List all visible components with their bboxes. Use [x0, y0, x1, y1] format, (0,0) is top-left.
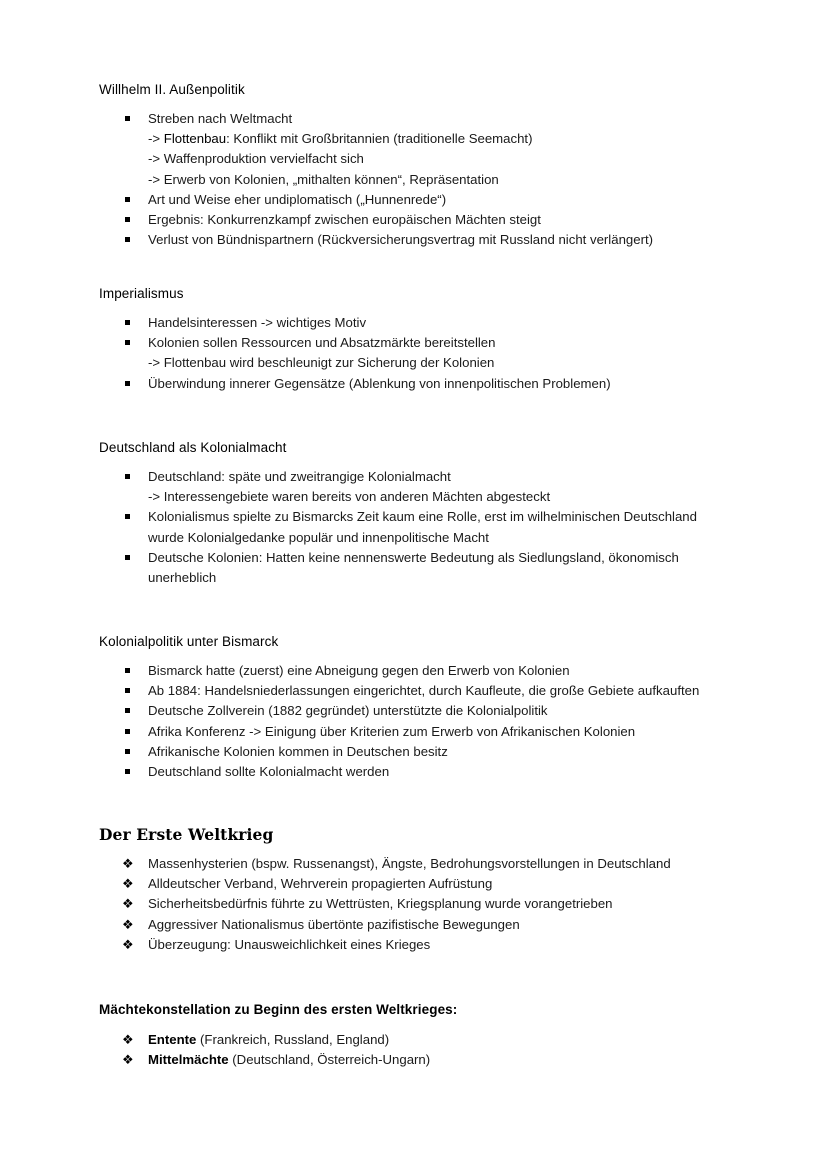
arrow-prefix: ->	[148, 131, 164, 147]
item-subline	[148, 129, 799, 149]
square-bullet-icon	[125, 749, 130, 754]
square-bullet-icon	[125, 197, 130, 202]
item-text: Deutsche Kolonien: Hatten keine nennenswerte Bedeutung als Siedlungsland, ökonomisch	[148, 549, 679, 565]
section-title: Kolonialpolitik unter Bismarck	[99, 634, 279, 649]
item-text: Überwindung innerer Gegensätze (Ablenkung von innenpolitischen Problemen)	[148, 375, 611, 391]
diamond-bullet-icon: ❖	[122, 936, 134, 952]
list-item	[99, 722, 799, 742]
bullet-list	[99, 467, 799, 588]
keyword-mittelmaechte: Mittelmächte	[148, 1052, 229, 1068]
item-text: Afrika Konferenz -> Einigung über Kriterien zum Erwerb von Afrikanischen Kolonien	[148, 723, 636, 739]
list-item	[99, 190, 799, 210]
item-subline: -> Flottenbau wird beschleunigt zur Sicherung der Kolonien	[148, 355, 495, 371]
section-imperialismus	[99, 284, 799, 394]
item-text: Afrikanische Kolonien kommen in Deutschen besitz	[148, 743, 448, 759]
bullet-list	[99, 661, 799, 782]
list-item	[99, 1050, 799, 1070]
item-text: (Deutschland, Österreich-Ungarn)	[228, 1052, 431, 1068]
list-item	[99, 894, 799, 914]
square-bullet-icon	[125, 688, 130, 693]
square-bullet-icon	[125, 116, 130, 121]
section-title: Deutschland als Kolonialmacht	[99, 440, 287, 455]
square-bullet-icon	[125, 769, 130, 774]
list-item	[99, 467, 799, 507]
list-item	[99, 374, 799, 394]
section-weltkrieg	[99, 824, 799, 955]
list-item	[99, 874, 799, 894]
section-title: Willhelm II. Außenpolitik	[99, 82, 245, 97]
section-title: Imperialismus	[99, 286, 184, 301]
item-subline: -> Erwerb von Kolonien, „mithalten können“, Repräsentation	[148, 171, 499, 187]
square-bullet-icon	[125, 514, 130, 519]
item-subline: unerheblich	[148, 570, 217, 586]
list-item	[99, 507, 799, 547]
subline-rest: : Konflikt mit Großbritannien (traditionelle Seemacht)	[226, 131, 533, 147]
item-text: Kolonien sollen Ressourcen und Absatzmärkte bereitstellen	[148, 335, 496, 351]
item-text: Deutsche Zollverein (1882 gegründet) unterstützte die Kolonialpolitik	[148, 703, 548, 719]
section-kolonialmacht	[99, 438, 799, 588]
item-subline: -> Interessengebiete waren bereits von anderen Mächten abgesteckt	[148, 489, 551, 505]
diamond-bullet-icon: ❖	[122, 896, 134, 912]
list-item	[99, 681, 799, 701]
square-bullet-icon	[125, 320, 130, 325]
square-bullet-icon	[125, 340, 130, 345]
square-bullet-icon	[125, 668, 130, 673]
item-text: Kolonialismus spielte zu Bismarcks Zeit kaum eine Rolle, erst im wilhelminischen Deutschland	[148, 509, 697, 525]
keyword-entente: Entente	[148, 1032, 197, 1047]
item-subline: -> Waffenproduktion vervielfacht sich	[148, 151, 364, 167]
section-title: Der Erste Weltkrieg	[99, 825, 274, 844]
list-item	[99, 210, 799, 230]
bullet-list	[99, 313, 799, 394]
item-text: Verlust von Bündnispartnern (Rückversicherungsvertrag mit Russland nicht verlängert)	[148, 232, 654, 248]
square-bullet-icon	[125, 708, 130, 713]
item-text: Aggressiver Nationalismus übertönte pazifistische Bewegungen	[148, 916, 520, 932]
item-text: Überzeugung: Unausweichlichkeit eines Krieges	[148, 936, 431, 952]
item-text: Massenhysterien (bspw. Russenangst), Ängste, Bedrohungsvorstellungen in Deutschland	[148, 856, 671, 871]
list-item	[99, 742, 799, 762]
list-item	[99, 313, 799, 333]
bullet-list	[99, 854, 799, 955]
square-bullet-icon	[125, 729, 130, 734]
list-item	[99, 701, 799, 721]
square-bullet-icon	[125, 217, 130, 222]
list-item	[99, 109, 799, 190]
item-text: Alldeutscher Verband, Wehrverein propagierten Aufrüstung	[148, 876, 493, 892]
diamond-bullet-icon: ❖	[122, 876, 134, 892]
square-bullet-icon	[125, 474, 130, 479]
item-text: (Frankreich, Russland, England)	[196, 1032, 390, 1047]
list-item	[99, 661, 799, 681]
item-text: Art und Weise eher undiplomatisch („Hunnenrede“)	[148, 191, 447, 207]
square-bullet-icon	[125, 381, 130, 386]
keyword-flottenbau: Flottenbau	[163, 131, 227, 147]
item-text: Deutschland: späte und zweitrangige Kolonialmacht	[148, 469, 451, 484]
section-title: Mächtekonstellation zu Beginn des ersten Weltkrieges:	[99, 1002, 458, 1017]
list-item	[99, 854, 799, 874]
item-text: Streben nach Weltmacht	[148, 111, 293, 126]
diamond-bullet-icon: ❖	[122, 1032, 134, 1047]
list-item	[99, 548, 799, 588]
list-item	[99, 230, 799, 250]
section-wilhelm	[99, 80, 799, 250]
list-item	[99, 762, 799, 782]
list-item	[99, 915, 799, 935]
list-item	[99, 935, 799, 955]
bullet-list	[99, 1030, 799, 1070]
square-bullet-icon	[125, 237, 130, 242]
item-text: Bismarck hatte (zuerst) eine Abneigung gegen den Erwerb von Kolonien	[148, 663, 570, 678]
item-text: Deutschland sollte Kolonialmacht werden	[148, 764, 390, 780]
item-text: Handelsinteressen -> wichtiges Motiv	[148, 315, 367, 330]
section-bismarck	[99, 632, 799, 782]
diamond-bullet-icon: ❖	[122, 916, 134, 932]
diamond-bullet-icon: ❖	[122, 1052, 134, 1068]
item-subline: wurde Kolonialgedanke populär und innenpolitische Macht	[148, 529, 489, 545]
item-text: Ab 1884: Handelsniederlassungen eingerichtet, durch Kaufleute, die große Gebiete aufkauften	[148, 683, 700, 699]
list-item	[99, 333, 799, 373]
square-bullet-icon	[125, 555, 130, 560]
list-item	[99, 1030, 799, 1050]
section-maechte	[99, 1000, 799, 1070]
bullet-list	[99, 109, 799, 250]
diamond-bullet-icon: ❖	[122, 856, 134, 871]
item-text: Ergebnis: Konkurrenzkampf zwischen europäischen Mächten steigt	[148, 212, 541, 228]
item-text: Sicherheitsbedürfnis führte zu Wettrüsten, Kriegsplanung wurde vorangetrieben	[148, 896, 613, 912]
